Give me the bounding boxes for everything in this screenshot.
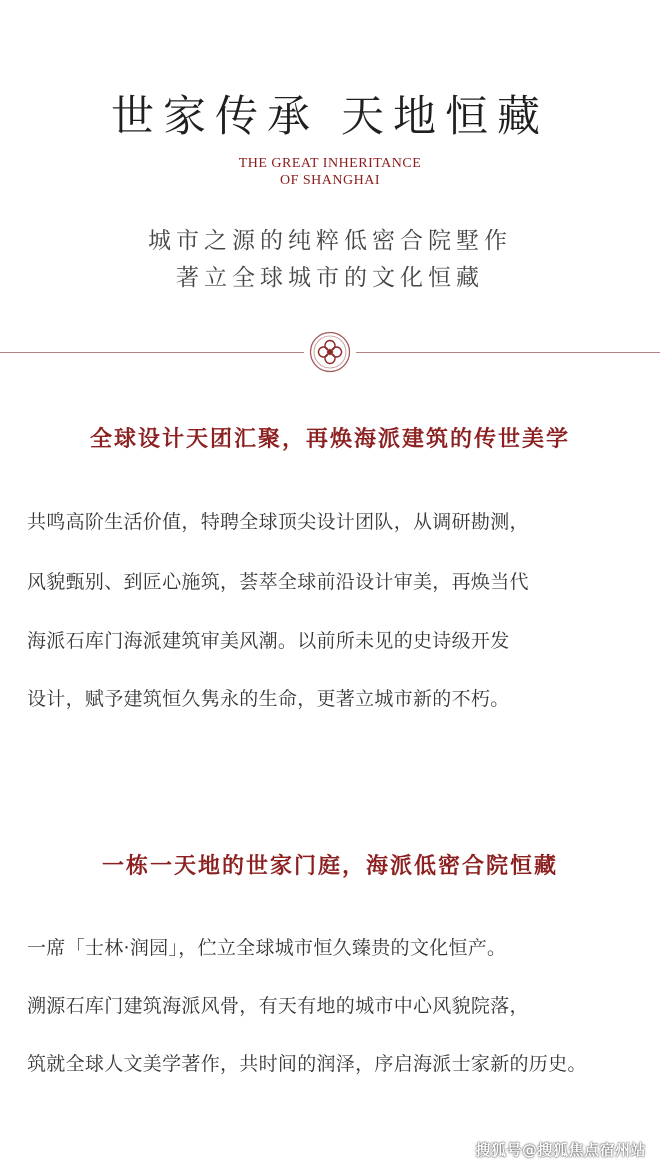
title-part-2: 天地恒藏 xyxy=(341,92,549,142)
ornamental-medallion-icon xyxy=(309,331,351,373)
section-2-line-3: 筑就全球人文美学著作，共时间的润泽，序启海派士家新的历史。 xyxy=(27,1053,587,1075)
section-1-heading: 全球设计天团汇聚，再焕海派建筑的传世美学 xyxy=(89,427,570,452)
section-2-line-2: 溯源石库门建筑海派风骨，有天有地的城市中心风貌院落， xyxy=(27,995,529,1017)
section-2-line-1: 一席「士林·润园」，伫立全球城市恒久臻贵的文化恒产。 xyxy=(27,937,507,959)
section-1-line-3: 海派石库门海派建筑审美风潮。以前所未见的史诗级开发 xyxy=(27,630,510,652)
tagline-line-1: 城市之源的纯粹低密合院墅作 xyxy=(148,228,512,254)
english-subtitle-line-1: THE GREAT INHERITANCE xyxy=(238,156,422,171)
divider-left xyxy=(0,352,304,353)
title-part-1: 世家传承 xyxy=(111,92,319,142)
section-1-line-1: 共鸣高阶生活价值，特聘全球顶尖设计团队，从调研勘测， xyxy=(27,511,529,533)
section-2-heading: 一栋一天地的世家门庭，海派低密合院恒藏 xyxy=(101,854,558,879)
page-title xyxy=(0,88,660,146)
section-1-line-4: 设计，赋予建筑恒久隽永的生命，更著立城市新的不朽。 xyxy=(27,688,510,710)
watermark: 搜狐号@搜狐焦点宿州站 xyxy=(475,1141,646,1159)
tagline-line-2: 著立全球城市的文化恒藏 xyxy=(176,265,484,291)
divider-right xyxy=(356,352,660,353)
section-1-line-2: 风貌甄别、到匠心施筑，荟萃全球前沿设计审美，再焕当代 xyxy=(27,571,529,593)
english-subtitle-line-2: OF SHANGHAI xyxy=(279,173,380,188)
english-subtitle xyxy=(0,155,660,189)
